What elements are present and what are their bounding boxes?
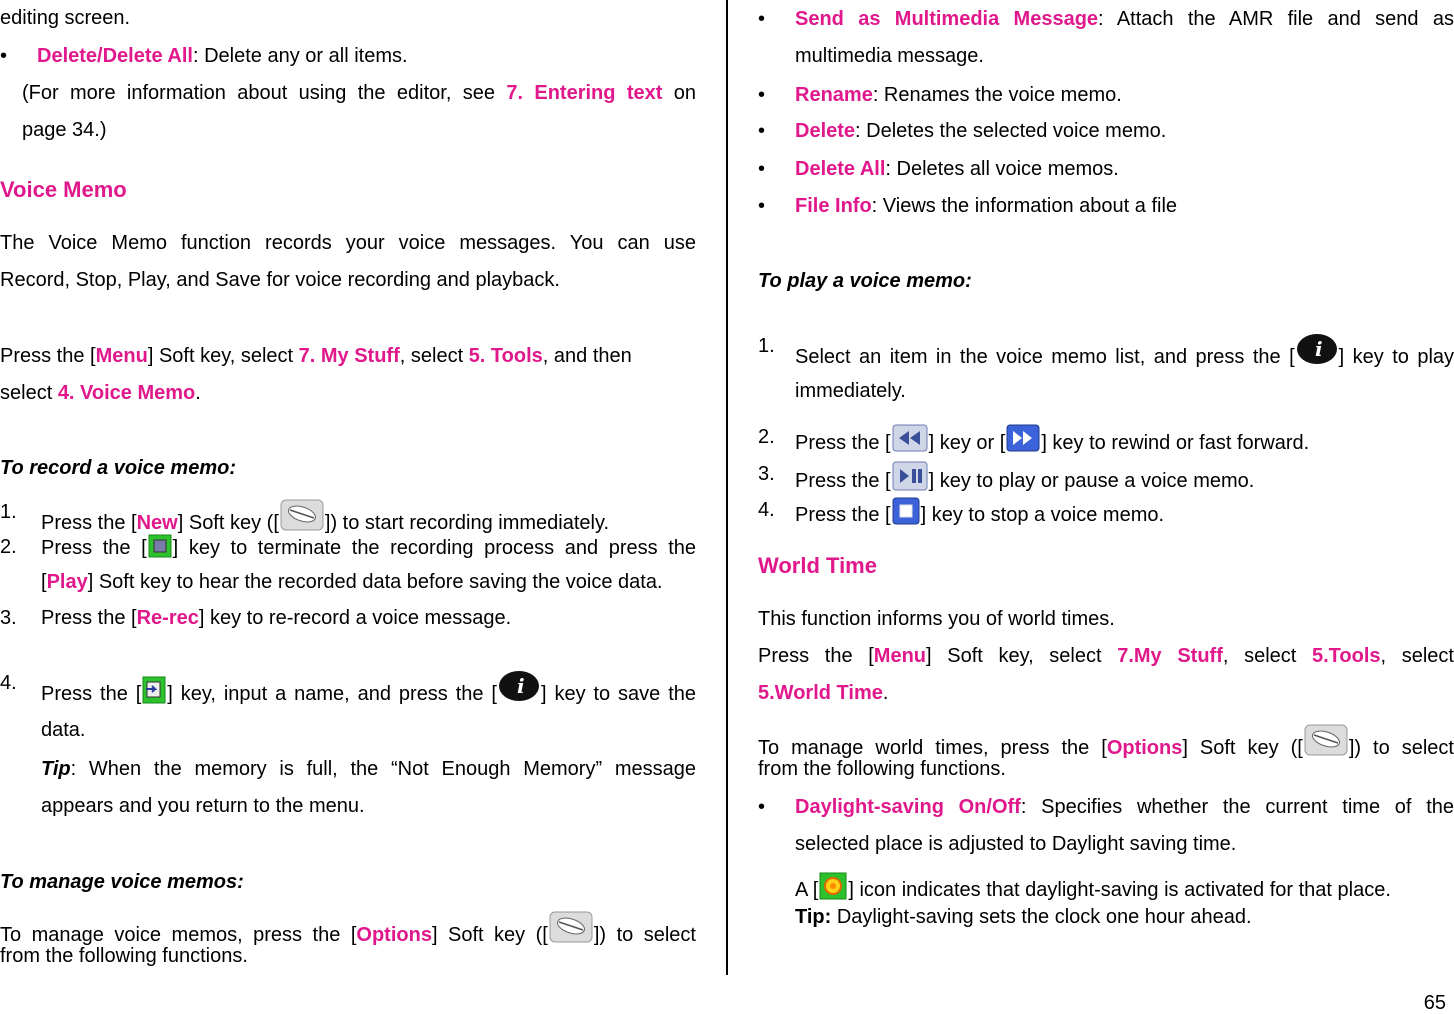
soft-key-icon	[280, 499, 324, 531]
tip-line2: appears and you return to the menu.	[41, 795, 365, 817]
wt-manage-line1: To manage world times, press the [Options] Soft key ([ ]) to select	[758, 724, 1454, 761]
svg-text:i: i	[1314, 337, 1323, 361]
soft-key-icon	[1304, 724, 1348, 756]
menu-path-line2: select 4. Voice Memo.	[0, 382, 201, 404]
wt-path-line2: 5.World Time.	[758, 682, 889, 704]
daylight-saving-icon	[819, 872, 847, 900]
stop-icon	[892, 497, 920, 525]
delete-term: Delete/Delete All	[37, 45, 193, 67]
record-step-2-line2: [Play] Soft key to hear the recorded data before saving the voice data.	[41, 571, 663, 593]
stop-square-icon	[148, 534, 172, 558]
intro-line2: Record, Stop, Play, and Save for voice recording and playback.	[0, 269, 560, 291]
voice-memo-heading: Voice Memo	[0, 177, 127, 202]
see-more-line2: page 34.)	[22, 119, 107, 141]
play-pause-icon	[892, 461, 928, 491]
fast-forward-icon	[1006, 424, 1040, 452]
menu-path-line1: Press the [Menu] Soft key, select 7. My Stuff, select 5. Tools, and then	[0, 345, 632, 367]
manage-heading: To manage voice memos:	[0, 871, 244, 893]
page-number: 65	[1423, 992, 1446, 1014]
column-divider	[726, 0, 728, 975]
ok-key-icon	[1296, 333, 1338, 365]
record-heading: To record a voice memo:	[0, 457, 236, 479]
daylight-saving-line2: selected place is adjusted to Daylight saving time.	[795, 833, 1237, 855]
wt-manage-line2: from the following functions.	[758, 758, 1006, 780]
ok-key-icon	[498, 670, 540, 702]
see-more-line: (For more information about using the editor, see 7. Entering text on	[22, 82, 696, 104]
manage-line2: from the following functions.	[0, 945, 248, 967]
intro-line1: The Voice Memo function records your voice messages. You can use	[0, 232, 696, 254]
manage-line1: To manage voice memos, press the [Options] Soft key ([ ]) to select	[0, 911, 696, 948]
entering-text-link: 7. Entering text	[506, 82, 663, 104]
rewind-icon	[892, 424, 928, 452]
save-key-icon	[142, 676, 166, 704]
play-heading: To play a voice memo:	[758, 270, 972, 292]
bullet-send-mms-line2: multimedia message.	[795, 45, 984, 67]
world-time-heading: World Time	[758, 553, 877, 578]
soft-key-icon	[549, 911, 593, 943]
bullet-icon: •	[0, 45, 8, 67]
editing-line: editing screen.	[0, 7, 131, 29]
wt-intro: This function informs you of world times.	[758, 608, 1115, 630]
svg-text:i: i	[516, 674, 525, 698]
play-step-1-line2: immediately.	[795, 380, 906, 402]
wt-path-line1: Press the [Menu] Soft key, select 7.My Stuff, select 5.Tools, select	[758, 645, 1454, 667]
tip-line1: Tip: When the memory is full, the “Not Enough Memory” message	[41, 758, 696, 780]
dst-icon-line: A [ ] icon indicates that daylight-saving is activated for that place.	[795, 872, 1454, 903]
record-step-4-line2: data.	[41, 719, 86, 741]
dst-tip: Tip: Daylight-saving sets the clock one hour ahead.	[795, 906, 1252, 928]
